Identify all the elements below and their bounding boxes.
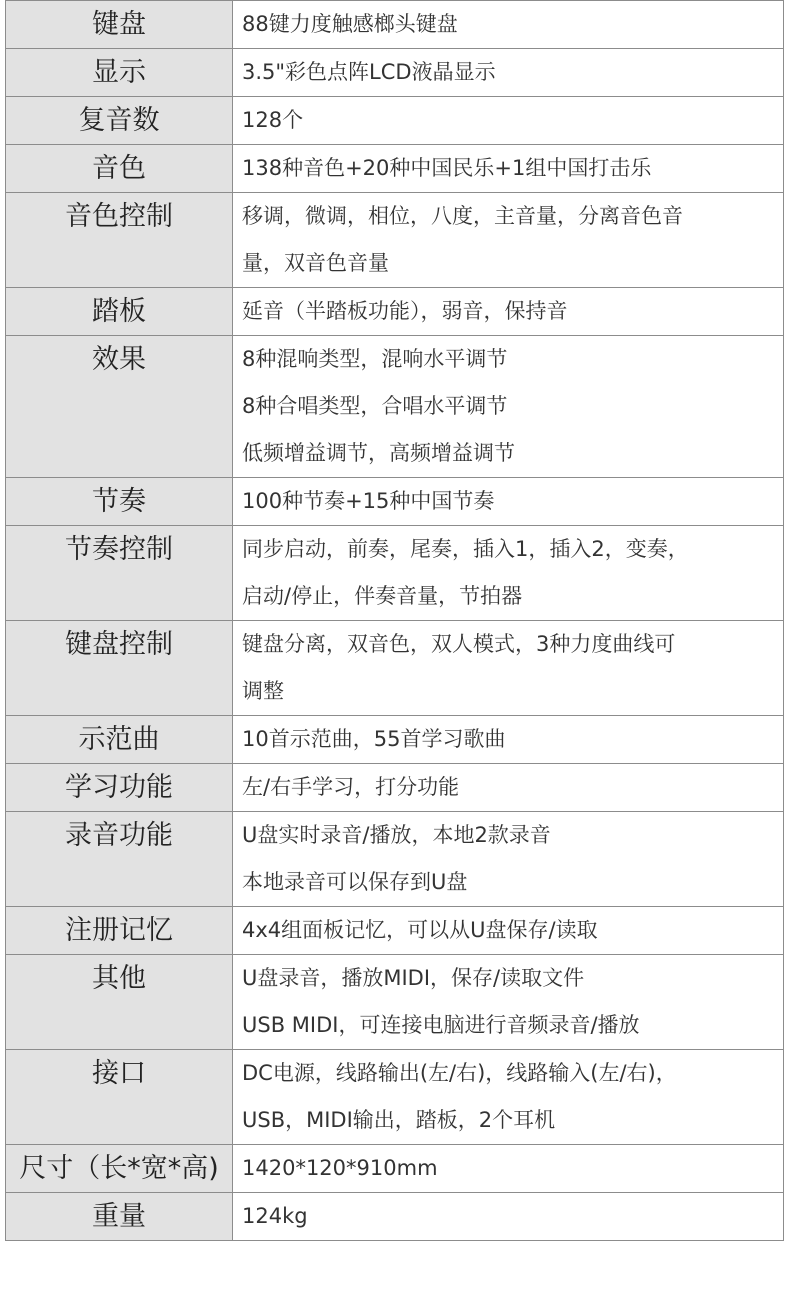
- spec-value-line: 启动/停止，伴奏音量，节拍器: [242, 584, 523, 608]
- spec-value-cell: [233, 1193, 784, 1241]
- spec-label-cell: [6, 621, 233, 716]
- spec-value-cell: [233, 1, 784, 49]
- spec-row: [6, 764, 784, 812]
- spec-value-cell: [233, 336, 784, 478]
- spec-label-cell: [6, 764, 233, 812]
- spec-value-line: 低频增益调节，高频增益调节: [242, 441, 515, 465]
- spec-value-line: 调整: [242, 679, 284, 703]
- spec-value-cell: [233, 907, 784, 955]
- spec-value-line: DC电源，线路输出(左/右)，线路输入(左/右)，: [242, 1061, 677, 1085]
- spec-row: [6, 145, 784, 193]
- spec-value-cell: [233, 764, 784, 812]
- spec-row: [6, 288, 784, 336]
- spec-label-cell: [6, 49, 233, 97]
- spec-value-line: 138种音色+20种中国民乐+1组中国打击乐: [242, 156, 652, 180]
- spec-row: [6, 1050, 784, 1145]
- spec-label-cell: [6, 193, 233, 288]
- spec-label: 注册记忆: [65, 915, 173, 946]
- spec-value-line: 10首示范曲，55首学习歌曲: [242, 727, 506, 751]
- spec-value-cell: [233, 49, 784, 97]
- spec-value-line: 100种节奏+15种中国节奏: [242, 489, 495, 513]
- spec-value-line: USB MIDI，可连接电脑进行音频录音/播放: [242, 1013, 640, 1037]
- spec-row: [6, 193, 784, 288]
- spec-value-line: 4x4组面板记忆，可以从U盘保存/读取: [242, 918, 598, 942]
- spec-label-cell: [6, 955, 233, 1050]
- spec-label: 接口: [92, 1058, 146, 1089]
- spec-value-line: USB，MIDI输出，踏板，2个耳机: [242, 1108, 556, 1132]
- spec-label: 学习功能: [65, 772, 173, 803]
- spec-label-cell: [6, 812, 233, 907]
- spec-label-cell: [6, 716, 233, 764]
- spec-value-line: 1420*120*910mm: [242, 1156, 438, 1180]
- spec-label-cell: [6, 1145, 233, 1193]
- spec-value-cell: [233, 478, 784, 526]
- spec-row: [6, 1145, 784, 1193]
- spec-value-line: U盘实时录音/播放，本地2款录音: [242, 823, 551, 847]
- spec-row: [6, 716, 784, 764]
- spec-label: 键盘控制: [65, 629, 173, 660]
- spec-label: 示范曲: [78, 724, 160, 755]
- spec-value-cell: [233, 621, 784, 716]
- spec-row: [6, 97, 784, 145]
- spec-label: 录音功能: [65, 820, 173, 851]
- spec-row: [6, 526, 784, 621]
- spec-table-body: [6, 1, 784, 1241]
- spec-label-cell: [6, 97, 233, 145]
- spec-value-line: 8种混响类型，混响水平调节: [242, 347, 508, 371]
- spec-value-cell: [233, 812, 784, 907]
- spec-value-cell: [233, 97, 784, 145]
- spec-label: 复音数: [78, 105, 160, 136]
- spec-label-cell: [6, 336, 233, 478]
- spec-value-line: U盘录音，播放MIDI，保存/读取文件: [242, 966, 585, 990]
- spec-value-cell: [233, 1050, 784, 1145]
- spec-label: 踏板: [92, 296, 146, 327]
- spec-label: 效果: [92, 344, 146, 375]
- spec-value-line: 延音（半踏板功能），弱音，保持音: [242, 299, 568, 323]
- spec-row: [6, 49, 784, 97]
- spec-label: 节奏控制: [65, 534, 173, 565]
- spec-value-cell: [233, 526, 784, 621]
- spec-value-line: 键盘分离，双音色，双人模式，3种力度曲线可: [242, 632, 676, 656]
- spec-value-cell: [233, 145, 784, 193]
- spec-value-line: 3.5"彩色点阵LCD液晶显示: [242, 60, 496, 84]
- spec-row: [6, 336, 784, 478]
- spec-label-cell: [6, 1193, 233, 1241]
- spec-row: [6, 907, 784, 955]
- spec-label-cell: [6, 145, 233, 193]
- spec-table: [5, 0, 784, 1241]
- spec-label-cell: [6, 1050, 233, 1145]
- spec-row: [6, 1, 784, 49]
- spec-label-cell: [6, 907, 233, 955]
- spec-label-cell: [6, 526, 233, 621]
- spec-value-cell: [233, 1145, 784, 1193]
- spec-label-cell: [6, 288, 233, 336]
- spec-label: 音色控制: [65, 201, 173, 232]
- spec-row: [6, 955, 784, 1050]
- spec-value-line: 124kg: [242, 1204, 308, 1228]
- spec-label-cell: [6, 478, 233, 526]
- spec-value-line: 8种合唱类型，合唱水平调节: [242, 394, 508, 418]
- spec-value-line: 左/右手学习，打分功能: [242, 775, 460, 799]
- spec-value-cell: [233, 955, 784, 1050]
- spec-label: 其他: [92, 963, 146, 994]
- spec-value-line: 同步启动，前奏，尾奏，插入1，插入2，变奏，: [242, 537, 689, 561]
- spec-label: 尺寸（长*宽*高): [19, 1153, 219, 1184]
- spec-row: [6, 1193, 784, 1241]
- spec-label: 音色: [92, 153, 146, 184]
- spec-value-line: 128个: [242, 108, 304, 132]
- spec-label: 键盘: [92, 9, 146, 40]
- spec-label: 节奏: [92, 486, 146, 517]
- spec-row: [6, 478, 784, 526]
- spec-value-cell: [233, 288, 784, 336]
- spec-label-cell: [6, 1, 233, 49]
- spec-row: [6, 812, 784, 907]
- spec-value-line: 量，双音色音量: [242, 251, 389, 275]
- spec-value-line: 移调，微调，相位，八度，主音量，分离音色音: [242, 204, 683, 228]
- spec-row: [6, 621, 784, 716]
- spec-value-line: 88键力度触感榔头键盘: [242, 12, 458, 36]
- spec-value-cell: [233, 193, 784, 288]
- spec-value-line: 本地录音可以保存到U盘: [242, 870, 468, 894]
- spec-value-cell: [233, 716, 784, 764]
- spec-label: 显示: [92, 57, 146, 88]
- spec-label: 重量: [92, 1201, 146, 1232]
